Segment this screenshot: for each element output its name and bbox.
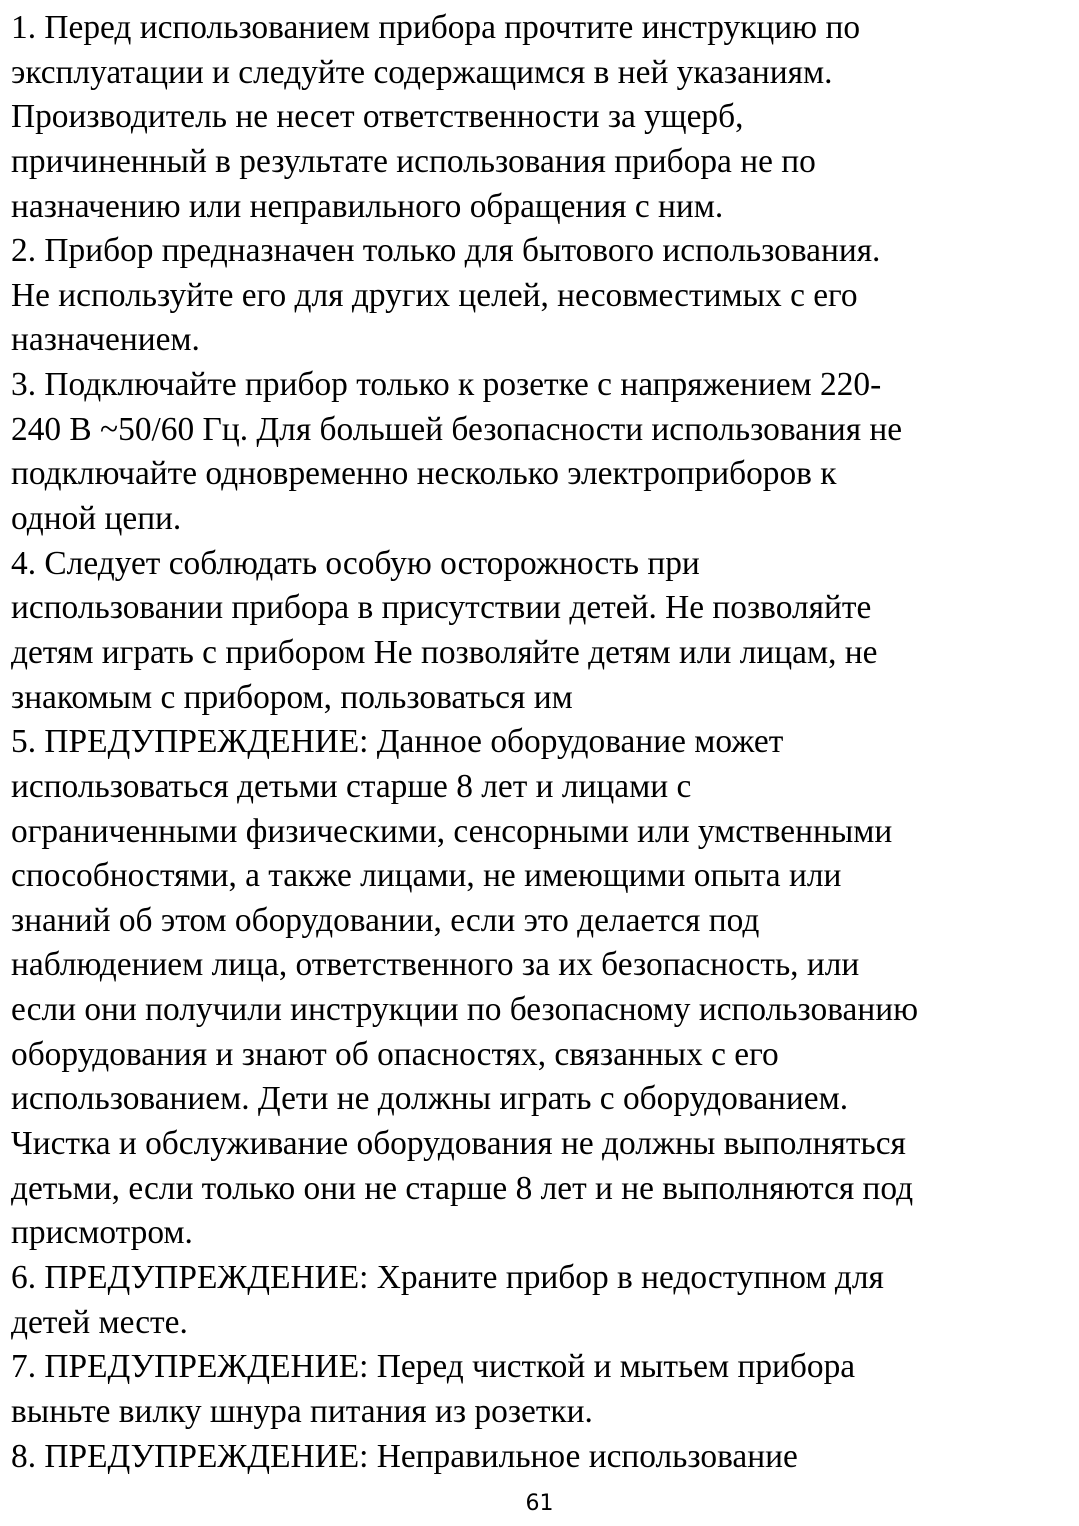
- text-line: детей месте.: [11, 1303, 188, 1341]
- text-line: 5. ПРЕДУПРЕЖДЕНИЕ: Данное оборудование может: [11, 723, 784, 761]
- text-line: 8. ПРЕДУПРЕЖДЕНИЕ: Неправильное использование: [11, 1437, 798, 1475]
- text-line: одной цепи.: [11, 500, 182, 538]
- text-line: использоваться детьми старше 8 лет и лицами с: [11, 767, 692, 805]
- text-line: детям играть с прибором Не позволяйте детям или лицам, не: [11, 633, 878, 671]
- text-line: наблюдением лица, ответственного за их безопасность, или: [11, 946, 860, 984]
- text-line: Производитель не несет ответственности за ущерб,: [11, 98, 744, 136]
- text-line: 1. Перед использованием прибора прочтите инструкцию по: [11, 9, 861, 46]
- text-line: выньте вилку шнура питания из розетки.: [11, 1392, 593, 1430]
- text-line: подключайте одновременно несколько электроприборов к: [11, 455, 837, 493]
- text-line: назначением.: [11, 321, 200, 359]
- text-line: 6. ПРЕДУПРЕЖДЕНИЕ: Храните прибор в недоступном для: [11, 1258, 884, 1296]
- text-line: 240 В ~50/60 Гц. Для большей безопасности использования не: [11, 410, 903, 448]
- text-line: Чистка и обслуживание оборудования не должны выполняться: [11, 1125, 906, 1163]
- text-line: 4. Следует соблюдать особую осторожность при: [11, 544, 700, 582]
- text-line: знакомым с прибором, пользоваться им: [11, 678, 573, 716]
- text-line: использовании прибора в присутствии детей. Не позволяйте: [11, 589, 872, 627]
- text-line: оборудования и знают об опасностях, связанных с его: [11, 1035, 779, 1073]
- text-line: знаний об этом оборудовании, если это делается под: [11, 901, 760, 939]
- text-line: 3. Подключайте прибор только к розетке с напряжением 220-: [11, 366, 882, 404]
- page-number: 61: [525, 1491, 554, 1516]
- text-line: присмотром.: [11, 1214, 193, 1252]
- text-line: причиненный в результате использования прибора не по: [11, 142, 816, 180]
- document-body: [11, 6, 1075, 1479]
- text-line: Не используйте его для других целей, несовместимых с его: [11, 276, 858, 314]
- text-line: 7. ПРЕДУПРЕЖДЕНИЕ: Перед чисткой и мытьем прибора: [11, 1348, 856, 1386]
- text-line: ограниченными физическими, сенсорными или умственными: [11, 812, 893, 850]
- text-line: если они получили инструкции по безопасному использованию: [11, 991, 919, 1029]
- text-line: 2. Прибор предназначен только для бытового использования.: [11, 232, 881, 270]
- text-line: использованием. Дети не должны играть с оборудованием.: [11, 1080, 849, 1118]
- text-line: эксплуатации и следуйте содержащимся в ней указаниям.: [11, 53, 833, 91]
- text-line: детьми, если только они не старше 8 лет и не выполняются под: [11, 1169, 914, 1207]
- text-line: назначению или неправильного обращения с ним.: [11, 187, 724, 225]
- text-line: способностями, а также лицами, не имеющими опыта или: [11, 857, 842, 895]
